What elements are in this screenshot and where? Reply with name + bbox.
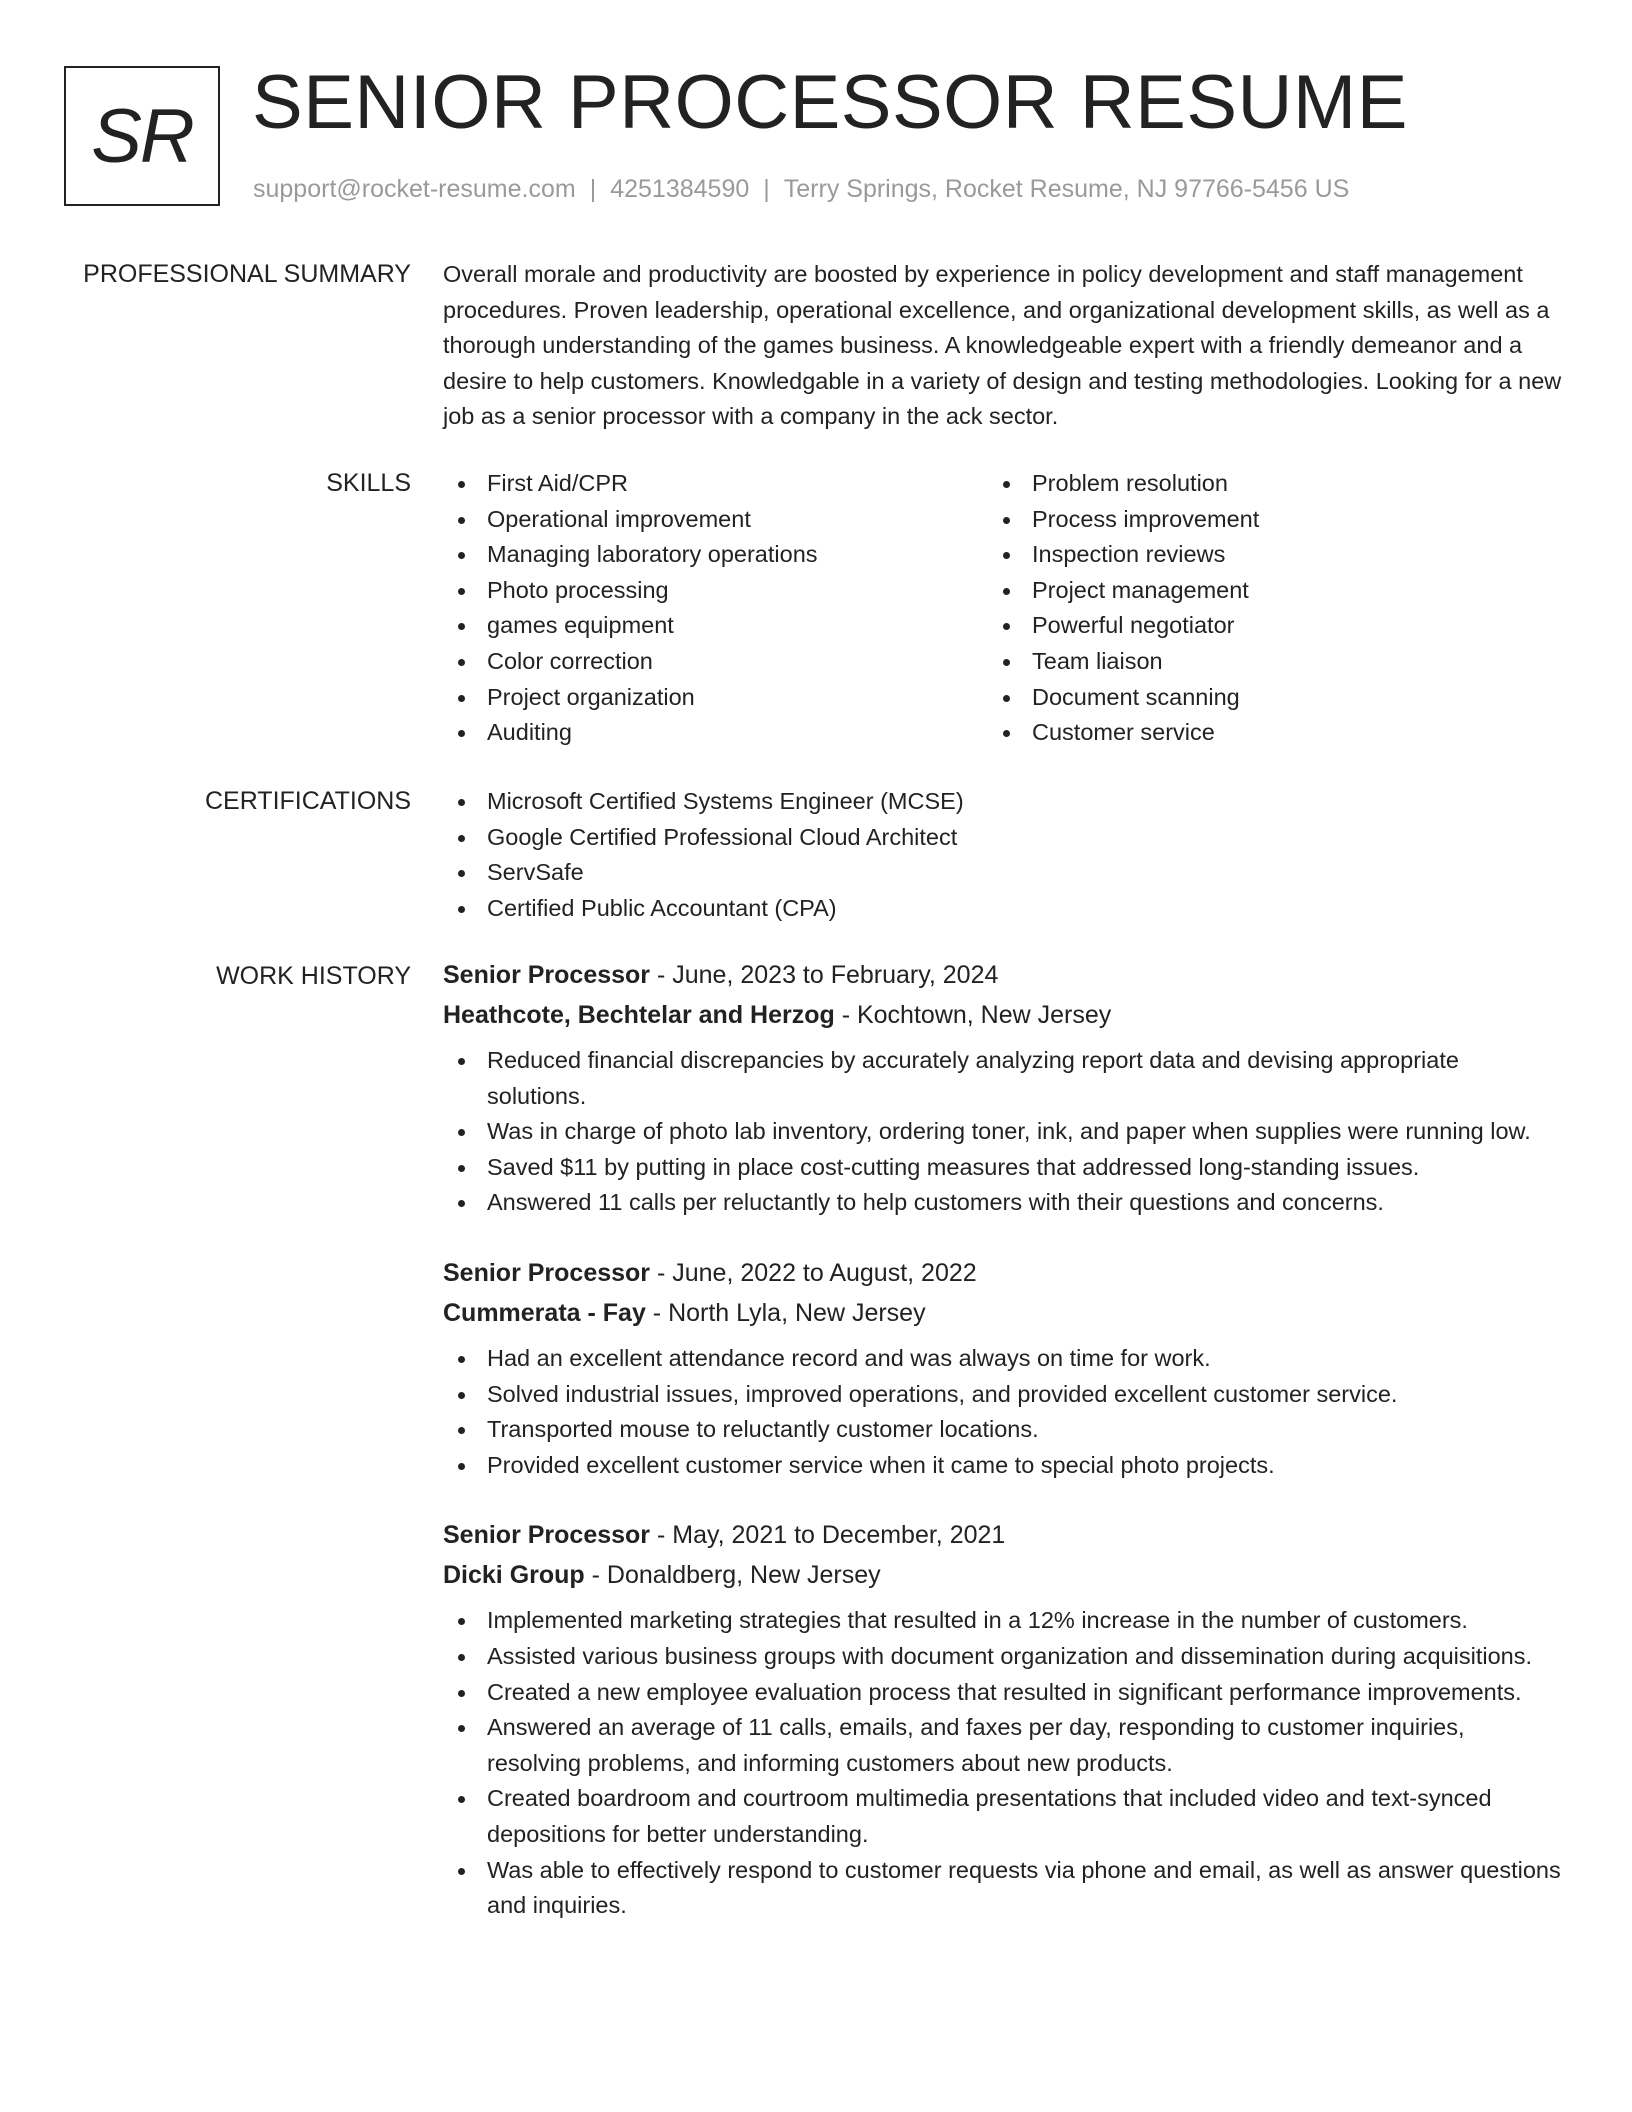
- list-item: Provided excellent customer service when it came to special photo projects.: [443, 1448, 1563, 1484]
- list-item: Document scanning: [988, 680, 1533, 716]
- job-bullets: [443, 1341, 1563, 1483]
- job-title: Senior Processor: [443, 961, 651, 989]
- job-entry: [443, 1253, 1563, 1483]
- job-title-line: [443, 1253, 1563, 1293]
- job-dates: - June, 2023 to February, 2024: [650, 961, 999, 989]
- list-item: Powerful negotiator: [988, 608, 1533, 644]
- contact-phone: 4251384590: [610, 175, 750, 203]
- job-location: - Kochtown, New Jersey: [834, 1001, 1112, 1029]
- list-item: Answered 11 calls per reluctantly to help customers with their questions and concerns.: [443, 1185, 1563, 1221]
- job-dates: - June, 2022 to August, 2022: [650, 1258, 977, 1287]
- job-bullets: [443, 1043, 1563, 1221]
- section-label-work-history: WORK HISTORY: [216, 962, 411, 990]
- job-company-line: [443, 995, 1563, 1035]
- list-item: Team liaison: [988, 644, 1533, 680]
- contact-separator: |: [589, 175, 597, 203]
- list-item: Microsoft Certified Systems Engineer (MCSE): [443, 784, 1563, 820]
- job-location: - Donaldberg, New Jersey: [584, 1561, 881, 1590]
- list-item: Project organization: [443, 680, 988, 716]
- list-item: Assisted various business groups with document organization and dissemination during acquisitions.: [443, 1639, 1563, 1675]
- skills-list-right: [988, 466, 1533, 751]
- job-dates: - May, 2021 to December, 2021: [650, 1521, 1006, 1550]
- job-title-line: [443, 1515, 1563, 1555]
- list-item: Problem resolution: [988, 466, 1533, 502]
- monogram-logo: SR: [64, 66, 220, 206]
- list-item: Was in charge of photo lab inventory, ordering toner, ink, and paper when supplies were running low.: [443, 1114, 1563, 1150]
- section-label-skills: SKILLS: [326, 469, 411, 497]
- work-history-list: [443, 955, 1563, 1924]
- contact-separator: |: [763, 175, 770, 203]
- list-item: Transported mouse to reluctantly customer locations.: [443, 1412, 1563, 1448]
- list-item: Certified Public Accountant (CPA): [443, 891, 1563, 927]
- job-company: Heathcote, Bechtelar and Herzog: [443, 1001, 835, 1029]
- list-item: Google Certified Professional Cloud Architect: [443, 820, 1563, 856]
- certifications-list: [443, 784, 1563, 926]
- list-item: Inspection reviews: [988, 537, 1533, 573]
- job-bullets: [443, 1603, 1563, 1923]
- list-item: Customer service: [988, 715, 1533, 751]
- job-company: Cummerata - Fay: [443, 1298, 646, 1327]
- list-item: ServSafe: [443, 855, 1563, 891]
- list-item: Photo processing: [443, 573, 988, 609]
- summary-text: Overall morale and productivity are boosted by experience in policy development and staff management procedures. Proven leadership, operational excellence, and organizational development skills, as well as a thorough understanding of the games business. A knowledgeable expert with a friendly demeanor and a desire to help customers. Knowledgable in a variety of design and testing methodologies. Looking for a new job as a senior processor with a company in the ack sector.: [443, 261, 1562, 430]
- list-item: Was able to effectively respond to customer requests via phone and email, as well as answer questions and inquiries.: [443, 1853, 1563, 1924]
- list-item: Had an excellent attendance record and was always on time for work.: [443, 1341, 1563, 1377]
- job-entry: [443, 1515, 1563, 1923]
- list-item: Reduced financial discrepancies by accurately analyzing report data and devising appropriate solutions.: [443, 1043, 1563, 1114]
- job-title: Senior Processor: [443, 1521, 651, 1550]
- list-item: Implemented marketing strategies that resulted in a 12% increase in the number of customers.: [443, 1603, 1563, 1639]
- list-item: Project management: [988, 573, 1533, 609]
- section-label-certifications: CERTIFICATIONS: [204, 787, 411, 815]
- list-item: Saved $11 by putting in place cost-cutting measures that addressed long-standing issues.: [443, 1150, 1563, 1186]
- job-title-line: [443, 955, 1563, 995]
- job-location: - North Lyla, New Jersey: [645, 1298, 926, 1327]
- list-item: Process improvement: [988, 502, 1533, 538]
- list-item: Auditing: [443, 715, 988, 751]
- list-item: Created a new employee evaluation process that resulted in significant performance improvements.: [443, 1675, 1563, 1711]
- list-item: Managing laboratory operations: [443, 537, 988, 573]
- job-title: Senior Processor: [443, 1258, 651, 1287]
- job-entry: [443, 955, 1563, 1221]
- job-company: Dicki Group: [443, 1561, 585, 1590]
- list-item: First Aid/CPR: [443, 466, 988, 502]
- list-item: Color correction: [443, 644, 988, 680]
- list-item: Solved industrial issues, improved operations, and provided excellent customer service.: [443, 1377, 1563, 1413]
- list-item: Answered an average of 11 calls, emails, and faxes per day, responding to customer inquiries, resolving problems, and informing customers about new products.: [443, 1710, 1563, 1781]
- section-label-summary: PROFESSIONAL SUMMARY: [83, 260, 411, 288]
- job-company-line: [443, 1555, 1563, 1595]
- list-item: Operational improvement: [443, 502, 988, 538]
- job-company-line: [443, 1293, 1563, 1333]
- list-item: Created boardroom and courtroom multimedia presentations that included video and text-synced depositions for better understanding.: [443, 1781, 1563, 1852]
- list-item: games equipment: [443, 608, 988, 644]
- contact-line: [253, 174, 1349, 204]
- page-title: SENIOR PROCESSOR RESUME: [252, 60, 1408, 145]
- contact-email: support@rocket-resume.com: [253, 175, 576, 203]
- contact-address: Terry Springs, Rocket Resume, NJ 97766-5456 US: [783, 175, 1350, 203]
- skills-list-left: [443, 466, 988, 751]
